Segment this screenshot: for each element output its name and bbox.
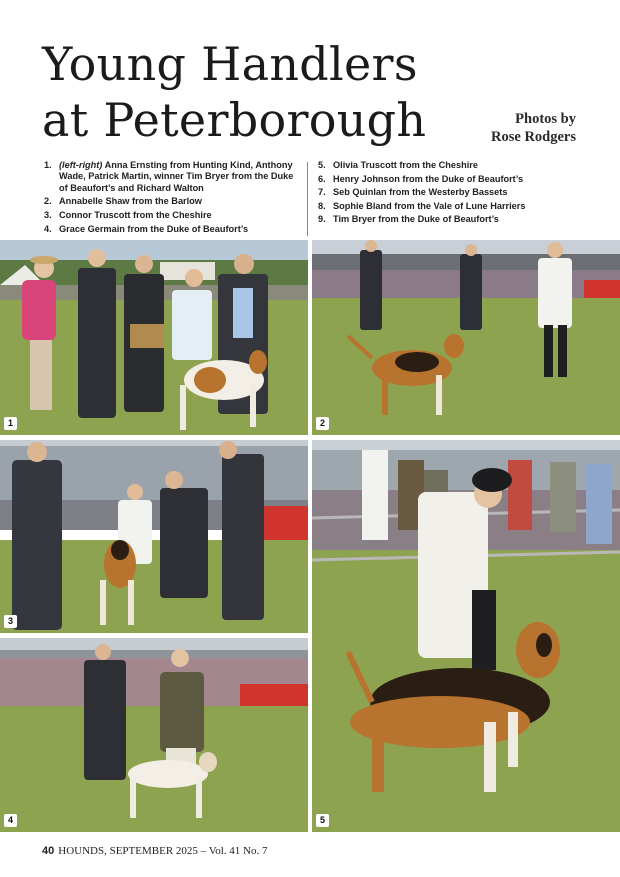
caption-text: Seb Quinlan from the Westerby Bassets [333, 187, 508, 198]
caption-text: Connor Truscott from the Cheshire [59, 210, 212, 220]
caption-item [318, 160, 588, 171]
caption-number: 9. [318, 214, 326, 225]
caption-number: 1. [44, 160, 52, 170]
credit-label: Photos by [515, 111, 576, 127]
caption-text: Sophie Bland from the Vale of Lune Harriers [333, 200, 526, 211]
caption-text: Olivia Truscott from the Cheshire [333, 160, 478, 170]
caption-item [44, 210, 294, 221]
caption-number: 4. [44, 223, 52, 234]
photo-3-image [0, 440, 308, 633]
credit-name: Rose Rodgers [491, 129, 576, 145]
caption-number: 3. [44, 210, 52, 220]
caption-number: 2. [44, 196, 52, 207]
photo-number-badge: 3 [4, 615, 17, 628]
title-line-1: Young Handlers [42, 37, 418, 91]
photo-3 [0, 440, 308, 633]
caption-text: Grace Germain from the Duke of Beaufort’s [59, 223, 249, 234]
photo-5-image [312, 440, 620, 832]
caption-item [318, 187, 588, 198]
caption-text: Tim Bryer from the Duke of Beaufort’s [333, 214, 499, 225]
page-title [42, 36, 426, 148]
photo-number-badge: 1 [4, 417, 17, 430]
caption-item [44, 224, 294, 235]
caption-list-right [318, 160, 588, 228]
caption-number: 5. [318, 160, 326, 170]
page-number: 40 [42, 845, 55, 857]
caption-number: 7. [318, 187, 326, 198]
caption-prefix: (left-right) [59, 160, 103, 170]
caption-item [318, 214, 588, 225]
photo-2-image [312, 240, 620, 435]
caption-item [44, 160, 294, 194]
caption-number: 8. [318, 200, 326, 211]
photo-5 [312, 440, 620, 832]
caption-number: 6. [318, 173, 326, 184]
caption-item [44, 196, 294, 207]
photo-number-badge: 2 [316, 417, 329, 430]
photo-1-image [0, 240, 308, 435]
title-line-2: at Peterborough [42, 93, 427, 147]
caption-text: Anna Ernsting from Hunting Kind, Anthony Wade, Patrick Martin, winner Tim Bryer from the Duke of Beaufort’s and Richard Walton [59, 160, 294, 193]
page-footer [42, 845, 267, 857]
publication-info: HOUNDS, SEPTEMBER 2025 – Vol. 41 No. 7 [58, 845, 268, 857]
caption-divider [307, 162, 308, 236]
photo-number-badge: 4 [4, 814, 17, 827]
caption-text: Henry Johnson from the Duke of Beaufort’s [333, 173, 524, 184]
caption-list-left [44, 160, 294, 237]
photo-credit [491, 110, 576, 146]
photo-4 [0, 638, 308, 832]
photo-4-image [0, 638, 308, 832]
caption-text: Annabelle Shaw from the Barlow [59, 196, 202, 207]
caption-item [318, 174, 588, 185]
photo-number-badge: 5 [316, 814, 329, 827]
photo-2 [312, 240, 620, 435]
photo-1 [0, 240, 308, 435]
caption-item [318, 201, 588, 212]
